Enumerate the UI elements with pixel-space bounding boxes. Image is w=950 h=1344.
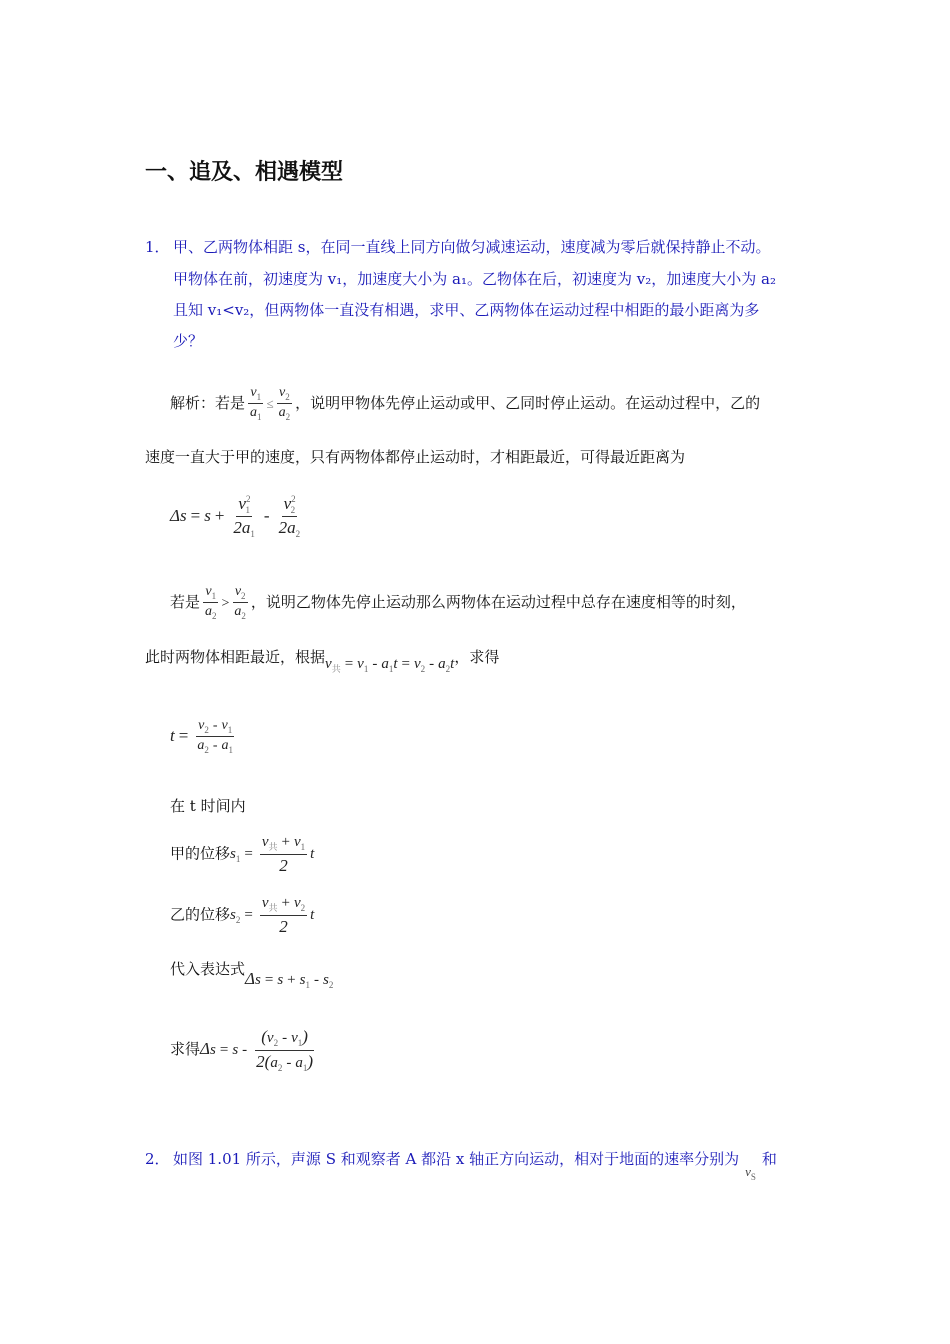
result-line	[170, 1027, 318, 1074]
formula-s2: $s_2$ = $\frac{v_共 + v_2}{2}$ t	[230, 895, 315, 937]
ratio-v2-a2: $\frac{v_2}{a_2}$	[278, 385, 291, 423]
substitute-line	[170, 958, 333, 990]
case-2-line-2-suffix: ，求得	[454, 648, 500, 666]
question-1-number: 1．	[145, 238, 170, 256]
case-2-line-2-prefix: 此时两物体相距最近，根据	[145, 648, 326, 666]
ratio-v1-a1: $\frac{v_1}{a_1}$	[250, 385, 262, 423]
within-t-label: 在 t 时间内	[170, 797, 246, 815]
result-label: 求得	[170, 1039, 201, 1058]
solution-case-2: 若是 $\frac{v_1}{a_2}$ > $\frac{v_2}{a_2}$ ，说明乙物体先停止运动那么两物体在运动过程中总存在速度相等的时刻，	[170, 584, 746, 622]
case-2-suffix: ，说明乙物体先停止运动那么两物体在运动过程中总存在速度相等的时刻，	[250, 592, 746, 611]
displacement-yi	[170, 895, 314, 937]
solution-case-1-line-2: 速度一直大于甲的速度，只有两物体都停止运动时，才相距最近，可得最近距离为	[145, 448, 686, 466]
formula-equal-velocity: $v_共 = v_1 - a_1t = v_2 - a_2t$	[325, 656, 455, 675]
question-2-body: 如图 1.01 所示，声源 S 和观察者 A 都沿 x 轴正方向运动，相对于地面的速率分别为	[173, 1150, 740, 1168]
displacement-jia-label: 甲的位移	[170, 844, 231, 863]
ratio-v2-a2-b: $\frac{v_2}{a_2}$	[234, 584, 246, 622]
formula-delta-s: $\Delta s = s + s_1 - s_2$	[245, 969, 334, 990]
case-2-prefix: 若是	[170, 592, 201, 611]
displacement-jia	[170, 834, 314, 876]
question-1-line-4: 少？	[173, 332, 204, 350]
question-2-tail: 和	[761, 1150, 777, 1168]
question-1-line-3: 且知 v₁<v₂，但两物体一直没有相遇，求甲、乙两物体在运动过程中相距的最小距离为多	[173, 301, 760, 319]
symbol-vs: $v_S$	[745, 1164, 756, 1182]
ratio-v1-a2: $\frac{v_1}{a_2}$	[205, 584, 217, 622]
case-1-suffix: ，说明甲物体先停止运动或甲、乙同时停止运动。在运动过程中，乙的	[295, 393, 761, 412]
formula-s1: $s_1$ = $\frac{v_共 + v_1}{2}$ t	[230, 834, 315, 876]
substitute-label: 代入表达式	[170, 960, 246, 978]
question-2-text	[173, 1148, 777, 1182]
case-1-prefix: 解析：若是	[170, 393, 246, 412]
section-heading: 一、追及、相遇模型	[145, 160, 344, 185]
formula-min-distance-1: Δs = s + $\frac{v^2_1}{2a_1}$ - $\frac{v^2_2}{2a_2}$	[170, 494, 301, 540]
displacement-yi-label: 乙的位移	[170, 905, 231, 924]
solution-case-2-line-2	[145, 646, 499, 675]
question-1-line-2: 甲物体在前，初速度为 v₁，加速度大小为 a₁。乙物体在后，初速度为 v₂，加速度大小为 a₂	[173, 270, 776, 288]
formula-result: Δs = s - $\frac{(v_2 - v_1)}{2(a_2 - a_1)}$	[200, 1027, 313, 1074]
question-2-number: 2．	[145, 1150, 170, 1168]
solution-case-1: 解析：若是 $\frac{v_1}{a_1}$ ≤ $\frac{v_2}{a_2}$ ，说明甲物体先停止运动或甲、乙同时停止运动。在运动过程中，乙的	[170, 385, 761, 423]
question-1-line-1: 甲、乙两物体相距 s，在同一直线上同方向做匀减速运动，速度减为零后就保持静止不动。	[173, 238, 771, 256]
formula-time: t = $\frac{v_2 - v_1}{a_2 - a_1}$	[170, 718, 233, 756]
